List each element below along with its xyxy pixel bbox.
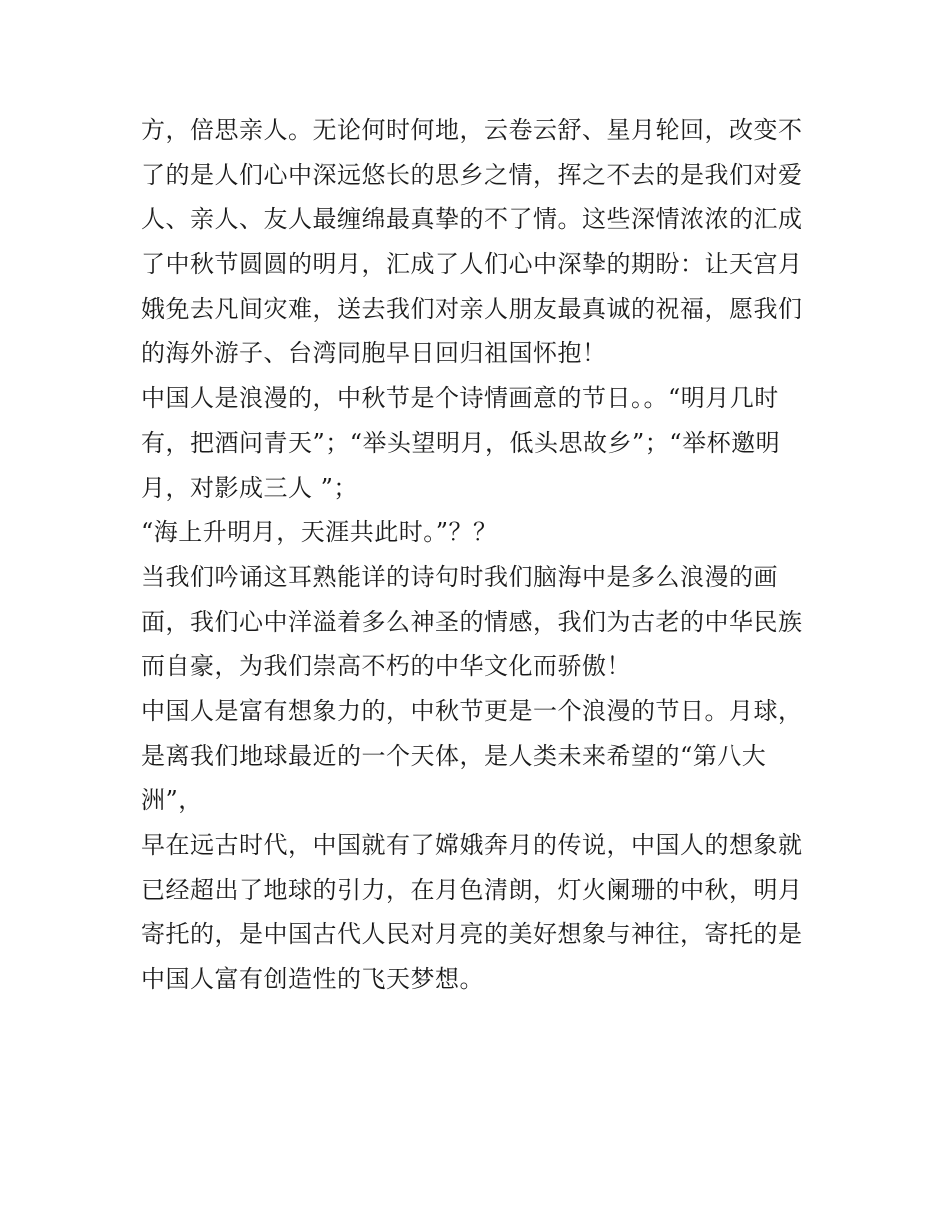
text-line: 中国人富有创造性的飞天梦想。 xyxy=(141,965,484,994)
text-line: 而自豪，为我们崇高不朽的中华文化而骄傲！ xyxy=(141,652,631,681)
text-line: “海上升明月，天涯共此时。”？？ xyxy=(141,518,498,547)
text-line: 是离我们地球最近的一个天体，是人类未来希望的“第八大 xyxy=(141,741,767,770)
text-line: 中国人是富有想象力的，中秋节更是一个浪漫的节日。月球， xyxy=(141,696,803,725)
text-line: 有，把酒问青天”；“举头望明月，低头思故乡”；“举杯邀明 xyxy=(141,428,781,457)
text-line: 娥免去凡间灾难，送去我们对亲人朋友最真诚的祝福，愿我们 xyxy=(141,294,803,323)
text-line: 中国人是浪漫的，中秋节是个诗情画意的节日。。“明月几时 xyxy=(141,384,779,413)
text-line: 方，倍思亲人。无论何时何地，云卷云舒、星月轮回，改变不 xyxy=(141,116,803,144)
text-line: 当我们吟诵这耳熟能详的诗句时我们脑海中是多么浪漫的画 xyxy=(141,562,778,591)
text-line: 了中秋节圆圆的明月，汇成了人们心中深挚的期盼：让天宫月 xyxy=(141,250,803,279)
text-line: 洲”， xyxy=(141,786,203,815)
text-line: 面，我们心中洋溢着多么神圣的情感，我们为古老的中华民族 xyxy=(141,607,803,636)
text-line: 已经超出了地球的引力，在月色清朗，灯火阑珊的中秋，明月 xyxy=(141,875,803,904)
text-line: 人、亲人、友人最缠绵最真挚的不了情。这些深情浓浓的汇成 xyxy=(141,205,803,234)
text-line: 月，对影成三人 ”； xyxy=(141,473,358,502)
text-line: 的海外游子、台湾同胞早日回归祖国怀抱！ xyxy=(141,339,607,368)
document-body xyxy=(141,108,821,1002)
text-line: 寄托的，是中国古代人民对月亮的美好想象与神往，寄托的是 xyxy=(141,920,803,949)
text-line: 早在远古时代，中国就有了嫦娥奔月的传说，中国人的想象就 xyxy=(141,831,803,859)
text-line: 了的是人们心中深远悠长的思乡之情，挥之不去的是我们对爱 xyxy=(141,160,803,189)
